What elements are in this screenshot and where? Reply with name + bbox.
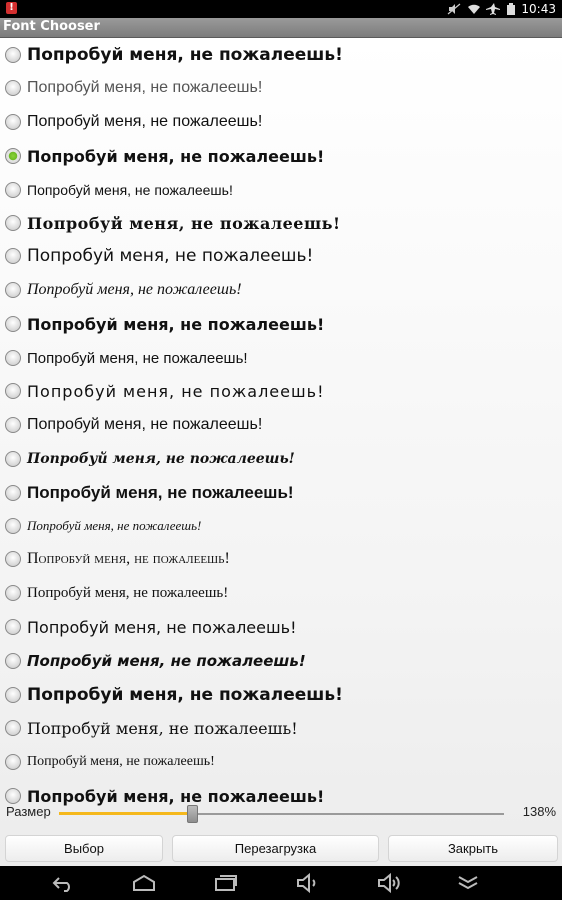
battery-icon	[507, 3, 515, 15]
font-option[interactable]	[0, 408, 562, 442]
radio-unchecked-icon[interactable]	[5, 754, 21, 770]
font-option[interactable]	[0, 307, 562, 341]
font-option[interactable]	[0, 374, 562, 408]
font-sample-text: Попробуй меня, не пожалеешь!	[27, 685, 343, 705]
font-option[interactable]	[0, 239, 562, 273]
font-option[interactable]	[0, 542, 562, 576]
airplane-icon	[487, 3, 501, 15]
font-option[interactable]	[0, 576, 562, 610]
radio-unchecked-icon[interactable]	[5, 518, 21, 534]
radio-unchecked-icon[interactable]	[5, 182, 21, 198]
font-sample-text: Попробуй меня, не пожалеешь!	[27, 617, 297, 637]
font-option[interactable]	[0, 476, 562, 510]
font-sample-text: Попробуй меня, не пожалеешь!	[27, 79, 263, 96]
volume-up-icon[interactable]	[376, 872, 402, 894]
font-sample-text: Попробуй меня, не пожалеешь!	[27, 182, 233, 198]
status-bar	[0, 0, 562, 18]
font-option[interactable]	[0, 139, 562, 173]
font-sample-text: Попробуй меня, не пожалеешь!	[27, 416, 263, 433]
radio-unchecked-icon[interactable]	[5, 417, 21, 433]
radio-unchecked-icon[interactable]	[5, 551, 21, 567]
radio-unchecked-icon[interactable]	[5, 215, 21, 231]
font-option[interactable]	[0, 71, 562, 105]
font-sample-text: Попробуй меня, не пожалеешь!	[27, 550, 230, 567]
font-option[interactable]	[0, 644, 562, 678]
font-sample-text: Попробуй меня, не пожалеешь!	[27, 786, 325, 806]
back-icon[interactable]	[50, 872, 76, 894]
radio-unchecked-icon[interactable]	[5, 47, 21, 63]
font-option[interactable]	[0, 711, 562, 745]
font-sample-text: Попробуй меня, не пожалеешь!	[27, 518, 202, 533]
font-sample-text: Попробуй меня, не пожалеешь!	[27, 213, 341, 233]
size-value: 138%	[522, 804, 556, 819]
radio-checked-icon[interactable]	[5, 148, 21, 164]
font-list[interactable]	[0, 38, 562, 806]
choose-button[interactable]: Выбор	[5, 835, 163, 862]
font-sample-text: Попробуй меня, не пожалеешь!	[27, 451, 295, 467]
font-sample-text: Попробуй меня, не пожалеешь!	[27, 718, 298, 738]
radio-unchecked-icon[interactable]	[5, 687, 21, 703]
volume-down-icon[interactable]	[295, 872, 321, 894]
font-option[interactable]	[0, 173, 562, 207]
radio-unchecked-icon[interactable]	[5, 114, 21, 130]
main-content	[0, 38, 562, 866]
status-icons	[447, 1, 556, 17]
font-sample-text: Попробуй меня, не пожалеешь!	[27, 652, 306, 670]
warning-icon: !	[6, 2, 17, 14]
radio-unchecked-icon[interactable]	[5, 485, 21, 501]
navigation-bar	[0, 866, 562, 900]
size-control	[0, 796, 562, 830]
reload-button[interactable]: Перезагрузка	[172, 835, 379, 862]
font-option[interactable]	[0, 38, 562, 72]
radio-unchecked-icon[interactable]	[5, 383, 21, 399]
app-title: Font Chooser	[3, 19, 100, 34]
close-button[interactable]: Закрыть	[388, 835, 558, 862]
slider-thumb[interactable]	[187, 805, 198, 823]
font-sample-text: Попробуй меня, не пожалеешь!	[27, 314, 325, 334]
size-label: Размер	[6, 804, 51, 819]
radio-unchecked-icon[interactable]	[5, 451, 21, 467]
wifi-icon	[467, 3, 481, 15]
font-option[interactable]	[0, 341, 562, 375]
size-slider[interactable]	[59, 813, 504, 815]
home-icon[interactable]	[131, 872, 157, 894]
font-sample-text: Попробуй меня, не пожалеешь!	[27, 146, 325, 166]
font-option[interactable]	[0, 206, 562, 240]
radio-unchecked-icon[interactable]	[5, 248, 21, 264]
mute-icon	[447, 3, 461, 15]
font-sample-text: Попробуй меня, не пожалеешь!	[27, 281, 242, 298]
radio-unchecked-icon[interactable]	[5, 80, 21, 96]
radio-unchecked-icon[interactable]	[5, 282, 21, 298]
slider-fill	[59, 812, 193, 815]
font-sample-text: Попробуй меня, не пожалеешь!	[27, 584, 229, 601]
font-sample-text: Попробуй меня, не пожалеешь!	[27, 754, 215, 769]
font-option[interactable]	[0, 610, 562, 644]
radio-unchecked-icon[interactable]	[5, 653, 21, 669]
clock: 10:43	[521, 2, 556, 16]
font-sample-text: Попробуй меня, не пожалеешь!	[27, 246, 314, 266]
font-option[interactable]	[0, 745, 562, 779]
radio-unchecked-icon[interactable]	[5, 585, 21, 601]
radio-unchecked-icon[interactable]	[5, 350, 21, 366]
font-option[interactable]	[0, 273, 562, 307]
radio-unchecked-icon[interactable]	[5, 619, 21, 635]
font-option[interactable]	[0, 442, 562, 476]
menu-collapse-icon[interactable]	[455, 872, 481, 894]
font-option[interactable]	[0, 105, 562, 139]
font-sample-text: Попробуй меня, не пожалеешь!	[27, 113, 263, 130]
font-sample-text: Попробуй меня, не пожалеешь!	[27, 45, 343, 65]
title-bar	[0, 18, 562, 38]
font-sample-text: Попробуй меня, не пожалеешь!	[27, 483, 294, 502]
radio-unchecked-icon[interactable]	[5, 720, 21, 736]
radio-unchecked-icon[interactable]	[5, 316, 21, 332]
button-row	[0, 835, 562, 865]
font-sample-text: Попробуй меня, не пожалеешь!	[27, 349, 248, 367]
font-sample-text: Попробуй меня, не пожалеешь!	[27, 381, 325, 401]
font-option[interactable]	[0, 678, 562, 712]
font-option[interactable]	[0, 509, 562, 543]
recent-apps-icon[interactable]	[213, 872, 239, 894]
